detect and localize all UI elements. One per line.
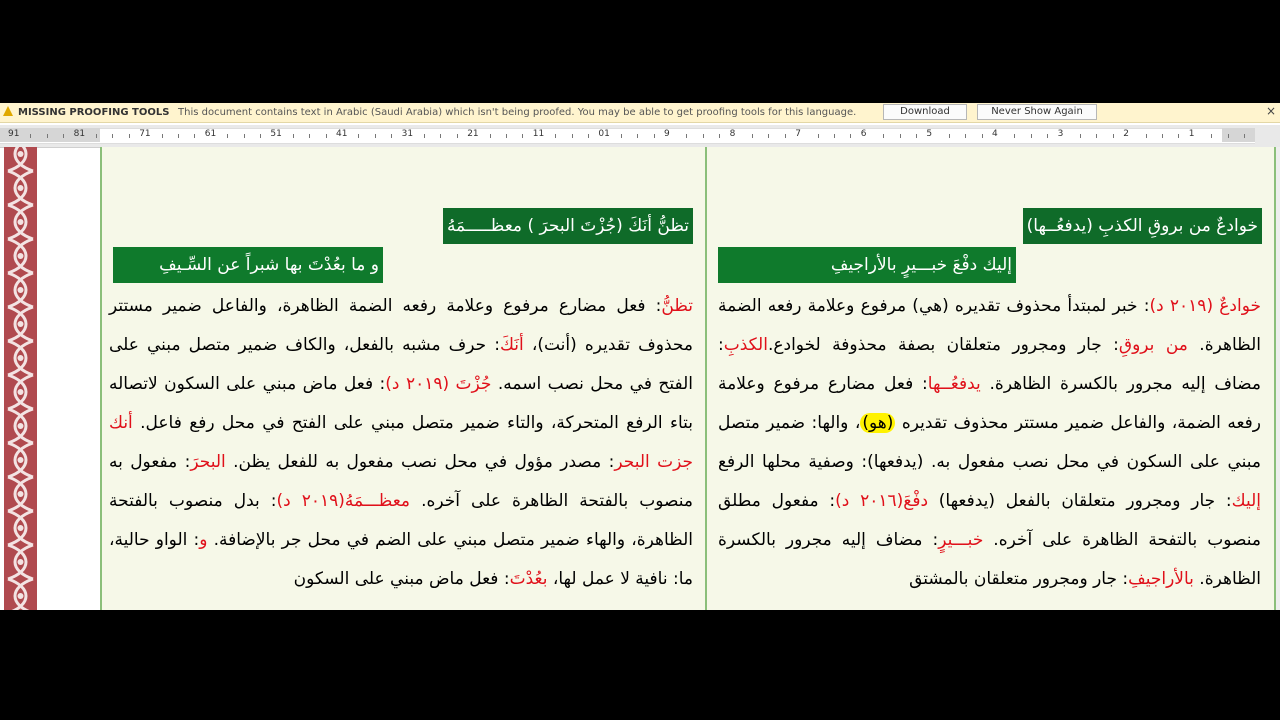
ornament-dot bbox=[18, 219, 24, 225]
ruler-number: 01 bbox=[598, 129, 610, 139]
word-alarajif: بالأراجيفِ bbox=[1128, 569, 1194, 589]
ruler-tick bbox=[785, 134, 786, 138]
ruler-tick bbox=[654, 134, 655, 138]
ruler-tick bbox=[506, 134, 507, 138]
ornament-dot bbox=[18, 457, 24, 463]
ruler-tick bbox=[1162, 134, 1163, 138]
ornament-dot bbox=[18, 253, 24, 259]
ruler-tick bbox=[900, 134, 901, 138]
ruler-tick bbox=[440, 134, 441, 138]
message-bar-text: This document contains text in Arabic (Saudi Arabia) which isn't being proofed. You may be able to get proofing tools for this language. bbox=[178, 107, 857, 118]
ruler-tick bbox=[375, 134, 376, 138]
left-column-text[interactable] bbox=[109, 287, 693, 599]
word-khawadi: خوادعٌ (٢٠١٩ د) bbox=[1149, 296, 1262, 316]
ornament-dot bbox=[18, 423, 24, 429]
ruler-tick bbox=[686, 134, 687, 138]
left-verse-line-2: و ما بعُدْتَ بها شبراً عن السِّـيفِ bbox=[113, 247, 383, 283]
text-run: : الواو حالية، ما: نافية لا عمل لها، bbox=[109, 530, 693, 589]
ruler-tick bbox=[588, 134, 589, 138]
ruler-tick bbox=[949, 134, 950, 138]
word-min-buruq: من بروقِ bbox=[1118, 335, 1188, 355]
message-bar-title: MISSING PROOFING TOOLS bbox=[18, 107, 170, 118]
word-juzta: جُزْتَ (٢٠١٩ د) bbox=[385, 374, 492, 394]
ornament-dot bbox=[18, 287, 24, 293]
right-column-text[interactable] bbox=[718, 287, 1261, 599]
text-run: : فعل مضارع مرفوع وعلامة رفعه الضمة، والفاعل ضمير مستتر محذوف تقديره bbox=[718, 374, 1261, 433]
ruler-tick bbox=[834, 134, 835, 138]
ruler-tick bbox=[1113, 134, 1114, 138]
ruler-tick bbox=[30, 134, 31, 138]
ruler-tick bbox=[1031, 134, 1032, 138]
ruler-tick bbox=[1228, 134, 1229, 138]
ruler-tick bbox=[457, 134, 458, 138]
ruler-tick bbox=[768, 134, 769, 138]
message-bar bbox=[0, 103, 1280, 123]
right-verse-line-2: إليك دفْعَ خبـــيرٍ بالأراجيفِ bbox=[718, 247, 1016, 283]
text-run: : وصفية محلها الرفع bbox=[718, 452, 868, 472]
ruler-tick bbox=[1014, 134, 1015, 138]
text-run: : فعل ماض مبني على السكون bbox=[293, 569, 510, 589]
ornament-dot bbox=[18, 185, 24, 191]
word-muazzamahu: معظـــمَهُ(٢٠١٩ د) bbox=[276, 491, 411, 511]
ruler-number: 21 bbox=[467, 129, 479, 139]
warning-icon bbox=[3, 106, 13, 116]
ruler-tick bbox=[96, 134, 97, 138]
ruler-tick bbox=[1080, 134, 1081, 138]
ruler-number: 71 bbox=[139, 129, 151, 139]
text-run: : مضاف إليه مجرور بالكسرة الظاهرة. bbox=[718, 530, 1261, 589]
ruler-tick bbox=[965, 134, 966, 138]
ruler-tick bbox=[178, 134, 179, 138]
ruler-tick bbox=[260, 134, 261, 138]
text-run: : جار ومجرور متعلقان بالفعل (يدفعها) bbox=[928, 491, 1232, 511]
ruler-tick bbox=[129, 134, 130, 138]
ruler-tick bbox=[850, 134, 851, 138]
ruler-number: 2 bbox=[1123, 129, 1129, 139]
ruler-tick bbox=[572, 134, 573, 138]
ruler-tick bbox=[637, 134, 638, 138]
word-annaka: أنَكَ bbox=[499, 335, 524, 355]
text-run: : جار ومجرور متعلقان بالمشتق bbox=[909, 569, 1129, 589]
ruler-number: 11 bbox=[532, 129, 545, 139]
ornament-dot bbox=[18, 355, 24, 361]
ruler-tick bbox=[1178, 134, 1179, 138]
ruler-tick bbox=[703, 134, 704, 138]
word-document-window bbox=[0, 103, 1280, 610]
ruler-number: 91 bbox=[8, 129, 20, 139]
ruler-tick bbox=[358, 134, 359, 138]
ruler-tick bbox=[1047, 134, 1048, 138]
ruler-tick bbox=[309, 134, 310, 138]
close-message-bar-icon[interactable]: × bbox=[1265, 104, 1276, 118]
ruler-tick bbox=[490, 134, 491, 138]
ruler-number: 9 bbox=[664, 129, 670, 139]
ruler-tick bbox=[293, 134, 294, 138]
left-border-line bbox=[100, 147, 102, 610]
ruler-tick bbox=[555, 134, 556, 138]
word-buudta: بعُدْتَ bbox=[509, 569, 548, 589]
word-alkadhib: الكذبِ bbox=[723, 335, 768, 355]
ruler-tick bbox=[752, 134, 753, 138]
ornament-dot bbox=[18, 389, 24, 395]
ornament-dot bbox=[18, 491, 24, 497]
text-run: ، والها: ضمير متصل مبني على السكون في محل نصب مفعول به. bbox=[718, 413, 1262, 472]
word-khabir: خبـــيرٍ bbox=[938, 530, 984, 550]
ruler-tick bbox=[227, 134, 228, 138]
ornament-icon bbox=[4, 147, 37, 610]
ruler-number: 5 bbox=[926, 129, 933, 139]
word-albahr: البحرَ bbox=[190, 452, 226, 472]
column-divider bbox=[705, 147, 707, 610]
ruler-number: 41 bbox=[336, 129, 348, 139]
ruler-tick bbox=[1096, 134, 1097, 138]
word-tazunnu: تظنُّ bbox=[661, 296, 693, 316]
text-run: : حرف مشبه بالفعل، والكاف ضمير متصل مبني على الفتح في محل نصب اسمه. bbox=[109, 335, 693, 394]
ruler-tick bbox=[112, 134, 113, 138]
ruler-tick bbox=[424, 134, 425, 138]
ornament-dot bbox=[18, 151, 24, 157]
document-page[interactable] bbox=[100, 147, 1276, 610]
text-run: : مفعول مطلق منصوب بالتفحة الظاهرة على آخره. bbox=[718, 491, 1262, 550]
ruler-tick bbox=[522, 134, 523, 138]
ruler-number: 6 bbox=[860, 129, 867, 139]
text-run: : فعل ماض مبني على السكون لاتصاله بتاء الرفع المتحركة، والتاء ضمير متصل مبني على الفتح في محل رفع فاعل. bbox=[109, 374, 693, 433]
ruler-tick bbox=[818, 134, 819, 138]
ornament-dot bbox=[18, 321, 24, 327]
vertical-scrollbar[interactable] bbox=[1276, 147, 1280, 610]
left-verse-line-1: تظنُّ أنَكَ (جُزْتَ البحرَ ) معظـــــمَهُ bbox=[443, 208, 693, 244]
ruler-number: 1 bbox=[1188, 129, 1195, 139]
page-border-decoration bbox=[4, 147, 37, 610]
left-paragraph bbox=[109, 287, 693, 599]
ruler-tick bbox=[162, 134, 163, 138]
ruler-tick bbox=[1146, 134, 1147, 138]
word-yadfauha: يدفعُــها bbox=[927, 374, 981, 394]
ruler-number: 8 bbox=[729, 129, 736, 139]
ruler-tick bbox=[244, 134, 245, 138]
ruler-number: 3 bbox=[1057, 129, 1064, 139]
text-run: : بدل منصوب بالفتحة الظاهرة، والهاء ضمير متصل مبني على الضم في محل جر بالإضافة. bbox=[109, 491, 693, 550]
ruler-tick bbox=[63, 134, 64, 138]
horizontal-ruler[interactable] bbox=[0, 125, 1280, 148]
ruler-tick bbox=[326, 134, 327, 138]
ornament-dot bbox=[18, 593, 24, 599]
right-paragraph bbox=[718, 287, 1261, 599]
ruler-tick bbox=[1211, 134, 1212, 138]
ruler-number: 51 bbox=[270, 129, 282, 139]
text-run: : مضاف إليه مجرور بالكسرة الظاهرة. bbox=[718, 335, 1262, 394]
ruler-tick bbox=[47, 134, 48, 138]
ruler-tick bbox=[916, 134, 917, 138]
ruler-tick bbox=[194, 134, 195, 138]
word-waw: و bbox=[199, 530, 208, 550]
ruler-track bbox=[0, 128, 1255, 144]
ruler-number: 4 bbox=[992, 129, 998, 139]
ruler-number: 31 bbox=[401, 129, 414, 139]
ruler-tick bbox=[719, 134, 720, 138]
ruler-tick bbox=[621, 134, 622, 138]
text-run: : فعل مضارع مرفوع وعلامة رفعه الضمة الظاهرة، والفاعل ضمير مستتر محذوف تقديره (أنت)، bbox=[109, 296, 693, 355]
text-run: (يدفعها) bbox=[867, 452, 924, 472]
text-run: : جار ومجرور متعلقان بصفة محذوفة لخوادع. bbox=[767, 335, 1119, 355]
ornament-knot bbox=[8, 147, 33, 171]
ruler-number: 81 bbox=[73, 129, 86, 139]
word-ilayk: إليك bbox=[1231, 491, 1262, 511]
word-dafa: دفْعَ(٢٠١٦ د) bbox=[835, 491, 929, 511]
ruler-number: 61 bbox=[204, 129, 217, 139]
word-annaka-juzta: أنك جزت البحر bbox=[109, 413, 693, 472]
ruler-tick bbox=[883, 134, 884, 138]
ruler-tick bbox=[982, 134, 983, 138]
ruler-tick bbox=[1244, 134, 1245, 138]
never-show-again-button[interactable]: Never Show Again bbox=[977, 104, 1097, 120]
ornament-dot bbox=[18, 525, 24, 531]
text-run: : مفعول به منصوب بالفتحة الظاهرة على آخره. bbox=[109, 452, 693, 511]
text-run: : خبر لمبتدأ محذوف تقديره (هي) مرفوع وعلامة رفعه الضمة الظاهرة. bbox=[718, 296, 1261, 355]
download-button[interactable]: Download bbox=[883, 104, 967, 120]
text-run: : مصدر مؤول في محل نصب مفعول به للفعل يظن. bbox=[225, 452, 615, 472]
ornament-dot bbox=[18, 559, 24, 565]
ruler-number: 7 bbox=[795, 129, 801, 139]
highlighted-word: (هو) bbox=[862, 413, 894, 433]
ruler-tick bbox=[391, 134, 392, 138]
right-verse-line-1: خوادعٌ من بروقِ الكذبِ (يدفعُــها) bbox=[1023, 208, 1262, 244]
